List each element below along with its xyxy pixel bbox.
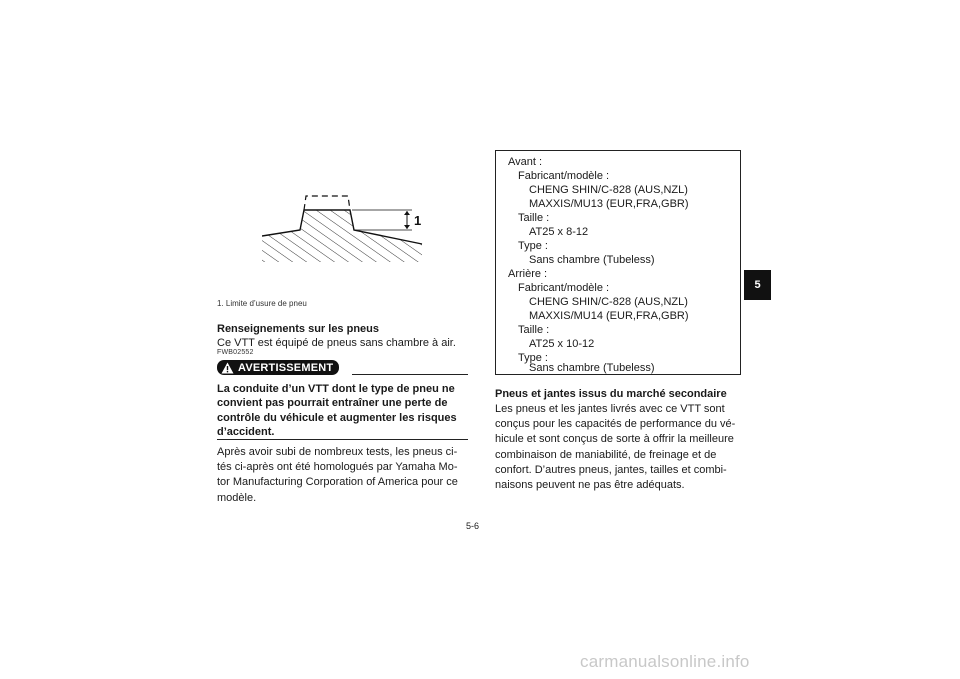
spec-front-size-label: Taille :: [518, 212, 550, 224]
spec-front-maker-label: Fabricant/modèle :: [518, 170, 610, 182]
warning-label: AVERTISSEMENT: [238, 361, 334, 374]
warning-bottom-rule: [217, 439, 468, 440]
approval-paragraph: [217, 445, 468, 506]
warning-line: La conduite d’un VTT dont le type de pneu ne: [217, 383, 455, 395]
spec-rear-maker-2: MAXXIS/MU14 (EUR,FRA,GBR): [529, 310, 689, 322]
spec-rear-size-label: Taille :: [518, 324, 550, 336]
aftermarket-line: combinaison de maniabilité, de freinage et de: [495, 448, 717, 461]
warning-triangle-icon: [221, 362, 234, 374]
aftermarket-line: naisons peuvent ne pas être adéquats.: [495, 479, 685, 492]
page-number: 5-6: [466, 521, 480, 531]
aftermarket-line: conçus pour les capacités de performance du vé-: [495, 418, 736, 431]
paragraph-line: modèle.: [217, 491, 257, 504]
figure-callout-1: 1: [414, 213, 422, 228]
warning-top-rule: [352, 374, 468, 375]
spec-front-type-label: Type :: [518, 240, 548, 252]
section-title: Renseignements sur les pneus: [217, 323, 379, 335]
warning-text: [217, 382, 468, 439]
aftermarket-line: confort. D’autres pneus, jantes, tailles et combi-: [495, 463, 727, 476]
spec-front-type: Sans chambre (Tubeless): [529, 254, 655, 266]
warning-badge: [217, 360, 339, 375]
spec-rear-maker-1: CHENG SHIN/C-828 (AUS,NZL): [529, 296, 688, 308]
aftermarket-line: hicule et sont conçus de sorte à offrir la meilleure: [495, 433, 734, 446]
spec-rear-type: Sans chambre (Tubeless): [529, 362, 655, 374]
tire-spec-box: [495, 150, 741, 375]
spec-rear-label: Arrière :: [508, 268, 548, 280]
spec-front-maker-2: MAXXIS/MU13 (EUR,FRA,GBR): [529, 198, 689, 210]
chapter-tab[interactable]: [744, 270, 771, 300]
spec-rear-maker-label: Fabricant/modèle :: [518, 282, 610, 294]
warning-line: contrôle du véhicule et augmenter les risques: [217, 411, 457, 424]
spec-front-label: Avant :: [508, 156, 543, 168]
spec-front-size: AT25 x 8-12: [529, 226, 589, 238]
warning-line: convient pas pourrait entraîner une perte de: [217, 397, 448, 410]
paragraph-line: Après avoir subi de nombreux tests, les pneus ci-: [217, 446, 458, 458]
spec-rear-size: AT25 x 10-12: [529, 338, 595, 350]
aftermarket-line: Les pneus et les jantes livrés avec ce VTT sont: [495, 403, 725, 415]
tire-wear-diagram: [262, 192, 462, 262]
warning-code: FWB02552: [217, 349, 254, 356]
aftermarket-paragraph: [495, 402, 741, 493]
intro-text: Ce VTT est équipé de pneus sans chambre à air.: [217, 337, 456, 349]
chapter-tab-label: 5: [754, 279, 761, 291]
spec-front-maker-1: CHENG SHIN/C-828 (AUS,NZL): [529, 184, 688, 196]
spec-rear-type-label: Type :: [518, 352, 548, 364]
aftermarket-title: Pneus et jantes issus du marché secondaire: [495, 388, 727, 400]
watermark: carmanualsonline.info: [580, 652, 750, 671]
paragraph-line: tor Manufacturing Corporation of America pour ce: [217, 476, 458, 489]
paragraph-line: tés ci-après ont été homologués par Yamaha Mo-: [217, 461, 458, 474]
figure-caption: 1. Limite d’usure de pneu: [217, 299, 307, 308]
warning-line: d’accident.: [217, 425, 275, 438]
